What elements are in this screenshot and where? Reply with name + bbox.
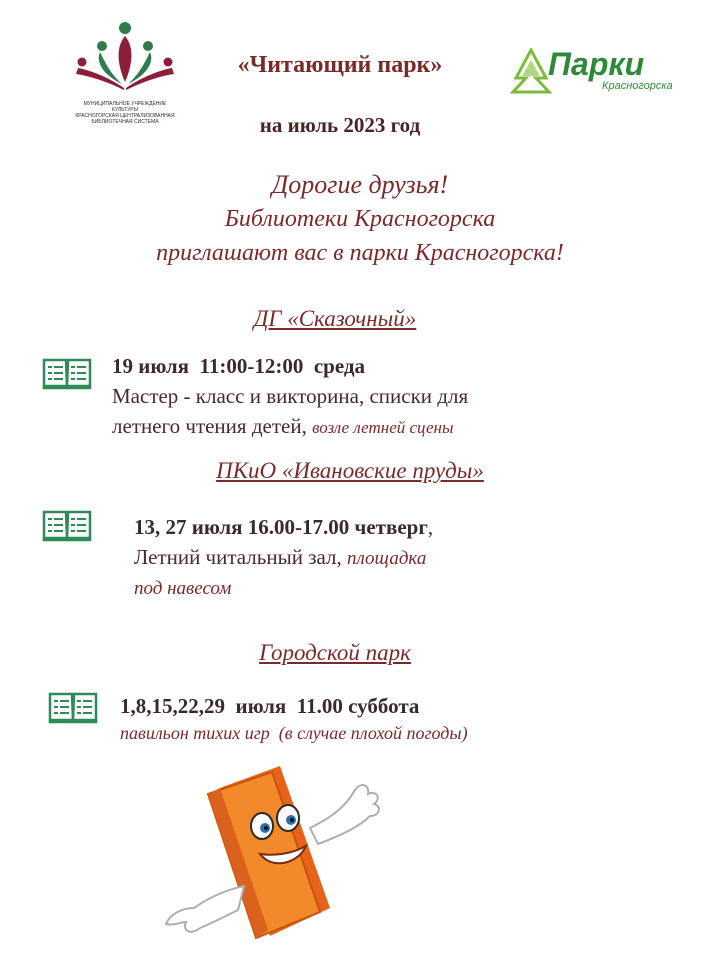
event-location-note: площадка (346, 548, 427, 569)
event-description-line-1: Летний читальный зал, площадка (134, 545, 427, 569)
page-subtitle: на июль 2023 год (259, 113, 421, 137)
library-logo-text: МУНИЦИПАЛЬНОЕ УЧРЕЖДЕНИЕ КУЛЬТУРЫ КРАСНОГОРСКАЯ ЦЕНТРАЛИЗОВАННАЯ БИБЛИОТЕЧНАЯ СИСТЕМА (75, 101, 175, 125)
greeting-line-3: приглашают вас в парки Красногорска! (156, 240, 564, 266)
event-block (134, 512, 674, 604)
open-book-icon (48, 690, 98, 724)
parks-logo (510, 46, 700, 98)
library-logo-graphic (70, 18, 180, 92)
event-description (134, 542, 674, 604)
parks-logo-main: Парки (548, 46, 645, 82)
venue-title: ПКиО «Ивановские пруды» (216, 458, 484, 483)
greeting (60, 168, 660, 270)
open-book-icon (42, 508, 92, 542)
open-book-icon (42, 356, 92, 390)
book-mascot (160, 758, 390, 948)
event-block (112, 354, 672, 443)
event-description (112, 381, 672, 443)
event-location-note: павильон тихих игр (в случае плохой погоды) (120, 723, 468, 743)
tree-icon (510, 48, 552, 94)
event-datetime: 13, 27 июля 16.00-17.00 четверг, (134, 515, 434, 539)
greeting-line-2: Библиотеки Красногорска (224, 206, 496, 232)
event-description-line-2: летнего чтения детей, возле летней сцены (112, 414, 454, 438)
page-title: «Читающий парк» (237, 52, 443, 78)
event-location-note: под навесом (134, 578, 232, 599)
event-location-note: возле летней сцены (312, 418, 454, 437)
parks-logo-sub: Красногорска (602, 80, 673, 92)
library-system-logo (70, 18, 180, 125)
venue-title: Городской парк (259, 640, 411, 665)
greeting-line-1: Дорогие друзья! (271, 170, 449, 199)
event-block (120, 694, 690, 744)
event-datetime: 19 июля 11:00-12:00 среда (112, 354, 366, 378)
event-datetime: 1,8,15,22,29 июля 11.00 суббота (120, 694, 420, 718)
event-description-line-1: Мастер - класс и викторина, списки для (112, 384, 469, 408)
venue-title: ДГ «Сказочный» (253, 306, 417, 331)
